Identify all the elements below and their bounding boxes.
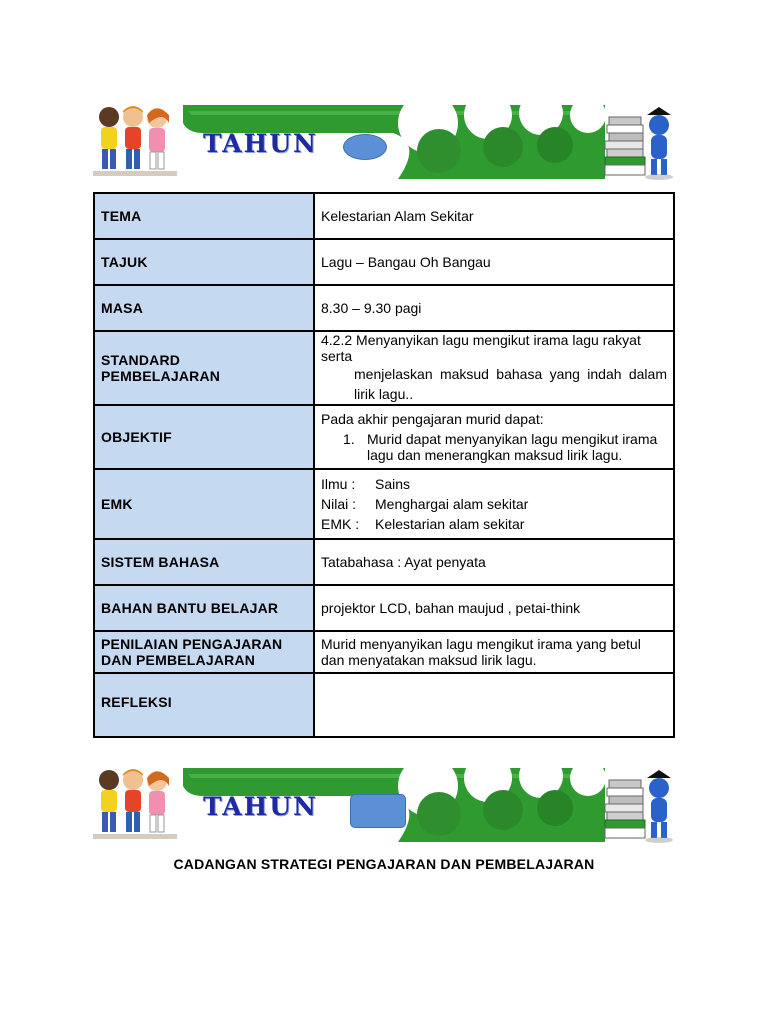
objektif-item-number: 1. xyxy=(343,431,355,447)
table-row xyxy=(94,469,674,539)
table-row xyxy=(94,585,674,631)
row-label: TEMA xyxy=(94,193,314,239)
books-mascot-icon xyxy=(605,770,673,843)
year-badge-box xyxy=(350,794,406,828)
label-line: DAN PEMBELAJARAN xyxy=(101,652,256,668)
lesson-plan-table xyxy=(93,192,675,738)
row-label-standard xyxy=(94,331,314,405)
emk-key: EMK : xyxy=(321,516,360,532)
objektif-item-text: Murid dapat menyanyikan lagu mengikut irama lagu dan menerangkan maksud lirik lagu. xyxy=(367,431,658,463)
row-label: OBJEKTIF xyxy=(94,405,314,469)
row-value: 8.30 – 9.30 pagi xyxy=(314,285,674,331)
row-value: Tatabahasa : Ayat penyata xyxy=(314,539,674,585)
kids-illustration-icon xyxy=(93,769,177,839)
books-mascot-icon xyxy=(605,107,673,180)
row-label: EMK xyxy=(94,469,314,539)
top-banner xyxy=(93,103,687,183)
row-label: SISTEM BAHASA xyxy=(94,539,314,585)
table-row xyxy=(94,673,674,737)
row-value-emk xyxy=(314,469,674,539)
year-badge-oval xyxy=(343,134,387,160)
table-row xyxy=(94,331,674,405)
table-row xyxy=(94,193,674,239)
emk-value: Menghargai alam sekitar xyxy=(375,496,529,512)
label-line: STANDARD xyxy=(101,352,181,368)
row-label: BAHAN BANTU BELAJAR xyxy=(94,585,314,631)
kids-illustration-icon xyxy=(93,106,177,176)
emk-value: Kelestarian alam sekitar xyxy=(375,516,525,532)
bottom-banner xyxy=(93,766,687,846)
table-row xyxy=(94,405,674,469)
row-label: MASA xyxy=(94,285,314,331)
label-line: PEMBELAJARAN xyxy=(101,368,221,384)
objektif-intro: Pada akhir pengajaran murid dapat: xyxy=(321,411,544,427)
emk-key: Nilai : xyxy=(321,496,357,512)
row-label: REFLEKSI xyxy=(94,673,314,737)
table-row xyxy=(94,539,674,585)
emk-entry xyxy=(321,494,667,514)
row-label: TAJUK xyxy=(94,239,314,285)
banner-artwork xyxy=(93,103,687,183)
banner-title: TAHUN xyxy=(203,129,318,158)
standard-rest: menjelaskan maksud bahasa yang indah dalam lirik lagu.. xyxy=(354,366,667,402)
table-row xyxy=(94,285,674,331)
row-value: Kelestarian Alam Sekitar xyxy=(314,193,674,239)
row-label-penilaian xyxy=(94,631,314,673)
row-value-standard xyxy=(314,331,674,405)
row-value-refleksi xyxy=(314,673,674,737)
emk-entry xyxy=(321,514,667,534)
objektif-item xyxy=(321,431,667,463)
strategy-caption: CADANGAN STRATEGI PENGAJARAN DAN PEMBELAJARAN xyxy=(173,856,595,872)
row-value: Lagu – Bangau Oh Bangau xyxy=(314,239,674,285)
row-value: projektor LCD, bahan maujud , petai-think xyxy=(314,585,674,631)
emk-key: Ilmu : xyxy=(321,476,356,492)
row-value: Murid menyanyikan lagu mengikut irama yang betul dan menyatakan maksud lirik lagu. xyxy=(314,631,674,673)
row-value-objektif xyxy=(314,405,674,469)
table-row xyxy=(94,239,674,285)
banner-title: TAHUN xyxy=(203,792,318,821)
table-row xyxy=(94,631,674,673)
standard-line1: 4.2.2 Menyanyikan lagu mengikut irama lagu rakyat serta xyxy=(321,332,641,364)
emk-value: Sains xyxy=(375,476,411,492)
label-line: PENILAIAN PENGAJARAN xyxy=(101,636,283,652)
emk-entry xyxy=(321,474,667,494)
